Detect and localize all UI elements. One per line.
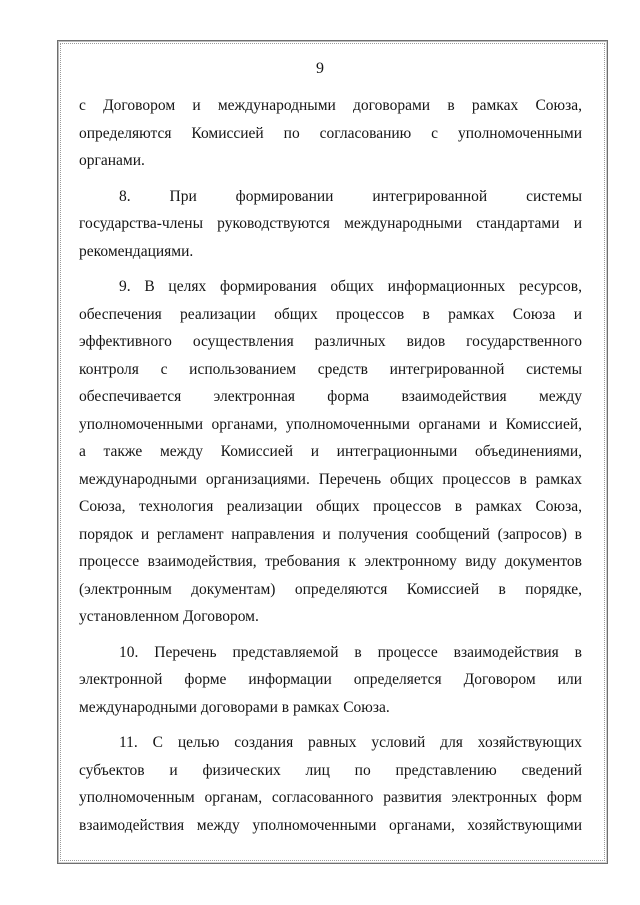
paragraph-item-8 — [79, 183, 582, 266]
document-body — [79, 92, 582, 847]
text-line: субъектов и физических лиц по представлению сведений — [79, 761, 582, 779]
text-line: органами. — [79, 152, 145, 169]
paragraph-item-10 — [79, 639, 582, 722]
text-line: международными организациями. Перечень общих процессов в рамках — [79, 470, 582, 488]
page-number: 9 — [316, 60, 324, 77]
paragraph-item-11 — [79, 729, 582, 839]
text-line: 10. Перечень представляемой в процессе взаимодействия в — [119, 643, 582, 661]
text-line: международными договорами в рамках Союза. — [79, 698, 390, 716]
paragraph-item-9 — [79, 273, 582, 631]
text-line: (электронным документам) определяются Комиссией в порядке, — [79, 580, 582, 598]
text-line: эффективного осуществления различных видов государственного — [79, 333, 582, 350]
text-line: с Договором и международными договорами в рамках Союза, — [79, 97, 582, 114]
text-line: процессе взаимодействия, требования к электронному виду документов — [79, 553, 582, 570]
text-line: уполномоченными органами, уполномоченными органами и Комиссией, — [79, 415, 582, 433]
text-line: Союза, технология реализации общих процессов в рамках Союза, — [79, 498, 582, 515]
text-line: определяются Комиссией по согласованию с уполномоченными — [79, 124, 582, 142]
text-line: уполномоченным органам, согласованного развития электронных форм — [79, 789, 582, 806]
text-line: обеспечивается электронная форма взаимодействия между — [79, 388, 582, 405]
text-line: обеспечения реализации общих процессов в рамках Союза и — [79, 305, 582, 323]
text-line: 11. С целью создания равных условий для хозяйствующих — [119, 734, 582, 751]
text-line: контроля с использованием средств интегрированной системы — [79, 360, 582, 378]
text-line: государства-члены руководствуются международными стандартами и — [79, 215, 582, 232]
paragraph-continuation — [79, 92, 582, 175]
text-line: порядок и регламент направления и получения сообщений (запросов) в — [79, 525, 582, 543]
text-line: электронной форме информации определяется Договором или — [79, 671, 582, 688]
text-line: установленном Договором. — [79, 608, 259, 625]
text-line: 9. В целях формирования общих информационных ресурсов, — [119, 278, 582, 295]
text-line: а также между Комиссией и интеграционными объединениями, — [79, 443, 582, 460]
text-line: 8. При формировании интегрированной системы — [119, 187, 582, 205]
text-line: рекомендациями. — [79, 242, 194, 260]
text-line: взаимодействия между уполномоченными органами, хозяйствующими — [79, 816, 582, 834]
